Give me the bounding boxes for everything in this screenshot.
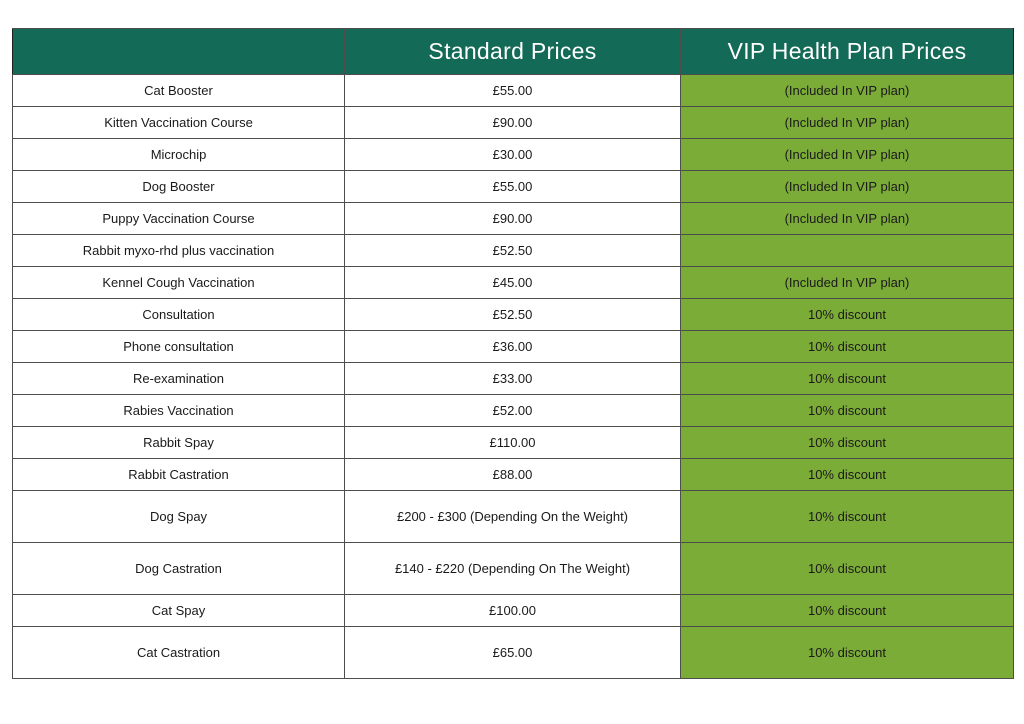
service-cell: Kitten Vaccination Course	[13, 107, 345, 139]
service-cell: Dog Booster	[13, 171, 345, 203]
table-row	[13, 235, 1014, 267]
service-cell: Microchip	[13, 139, 345, 171]
table-row	[13, 331, 1014, 363]
table-row	[13, 267, 1014, 299]
standard-price-cell: £88.00	[345, 459, 681, 491]
vip-price-cell: (Included In VIP plan)	[681, 107, 1014, 139]
standard-price-cell: £36.00	[345, 331, 681, 363]
table-row	[13, 427, 1014, 459]
pricing-table	[12, 28, 1014, 679]
vip-price-cell	[681, 235, 1014, 267]
table-row	[13, 491, 1014, 543]
service-cell: Rabbit Spay	[13, 427, 345, 459]
standard-price-cell: £65.00	[345, 627, 681, 679]
standard-price-cell: £200 - £300 (Depending On the Weight)	[345, 491, 681, 543]
service-cell: Cat Booster	[13, 75, 345, 107]
vip-price-cell: 10% discount	[681, 543, 1014, 595]
table-row	[13, 395, 1014, 427]
standard-price-cell: £30.00	[345, 139, 681, 171]
standard-price-cell: £52.50	[345, 235, 681, 267]
table-row	[13, 171, 1014, 203]
vip-price-cell: 10% discount	[681, 595, 1014, 627]
standard-price-cell: £45.00	[345, 267, 681, 299]
service-cell: Kennel Cough Vaccination	[13, 267, 345, 299]
table-row	[13, 203, 1014, 235]
service-cell: Cat Spay	[13, 595, 345, 627]
table-row	[13, 459, 1014, 491]
table-row	[13, 595, 1014, 627]
table-row	[13, 299, 1014, 331]
header-row	[13, 29, 1014, 75]
standard-price-cell: £55.00	[345, 75, 681, 107]
vip-price-cell: 10% discount	[681, 427, 1014, 459]
column-header-service	[13, 29, 345, 75]
vip-price-cell: (Included In VIP plan)	[681, 267, 1014, 299]
standard-price-cell: £33.00	[345, 363, 681, 395]
vip-price-cell: 10% discount	[681, 395, 1014, 427]
standard-price-cell: £52.00	[345, 395, 681, 427]
vip-price-cell: 10% discount	[681, 491, 1014, 543]
table-row	[13, 543, 1014, 595]
table-row	[13, 363, 1014, 395]
vip-price-cell: (Included In VIP plan)	[681, 171, 1014, 203]
service-cell: Consultation	[13, 299, 345, 331]
vip-price-cell: 10% discount	[681, 299, 1014, 331]
service-cell: Rabbit Castration	[13, 459, 345, 491]
vip-price-cell: 10% discount	[681, 331, 1014, 363]
table-row	[13, 107, 1014, 139]
vip-price-cell: (Included In VIP plan)	[681, 75, 1014, 107]
standard-price-cell: £52.50	[345, 299, 681, 331]
pricing-table-body	[13, 75, 1014, 679]
column-header-vip-health-plan-prices: VIP Health Plan Prices	[681, 29, 1014, 75]
vip-price-cell: 10% discount	[681, 459, 1014, 491]
column-header-standard-prices: Standard Prices	[345, 29, 681, 75]
table-row	[13, 139, 1014, 171]
service-cell: Rabbit myxo-rhd plus vaccination	[13, 235, 345, 267]
standard-price-cell: £140 - £220 (Depending On The Weight)	[345, 543, 681, 595]
service-cell: Puppy Vaccination Course	[13, 203, 345, 235]
service-cell: Dog Castration	[13, 543, 345, 595]
table-row	[13, 75, 1014, 107]
standard-price-cell: £90.00	[345, 203, 681, 235]
vip-price-cell: 10% discount	[681, 627, 1014, 679]
standard-price-cell: £100.00	[345, 595, 681, 627]
service-cell: Dog Spay	[13, 491, 345, 543]
vip-price-cell: (Included In VIP plan)	[681, 139, 1014, 171]
service-cell: Phone consultation	[13, 331, 345, 363]
vip-price-cell: (Included In VIP plan)	[681, 203, 1014, 235]
service-cell: Rabies Vaccination	[13, 395, 345, 427]
table-row	[13, 627, 1014, 679]
standard-price-cell: £55.00	[345, 171, 681, 203]
pricing-table-container	[12, 28, 1014, 679]
standard-price-cell: £110.00	[345, 427, 681, 459]
service-cell: Cat Castration	[13, 627, 345, 679]
vip-price-cell: 10% discount	[681, 363, 1014, 395]
pricing-table-header	[13, 29, 1014, 75]
standard-price-cell: £90.00	[345, 107, 681, 139]
service-cell: Re-examination	[13, 363, 345, 395]
